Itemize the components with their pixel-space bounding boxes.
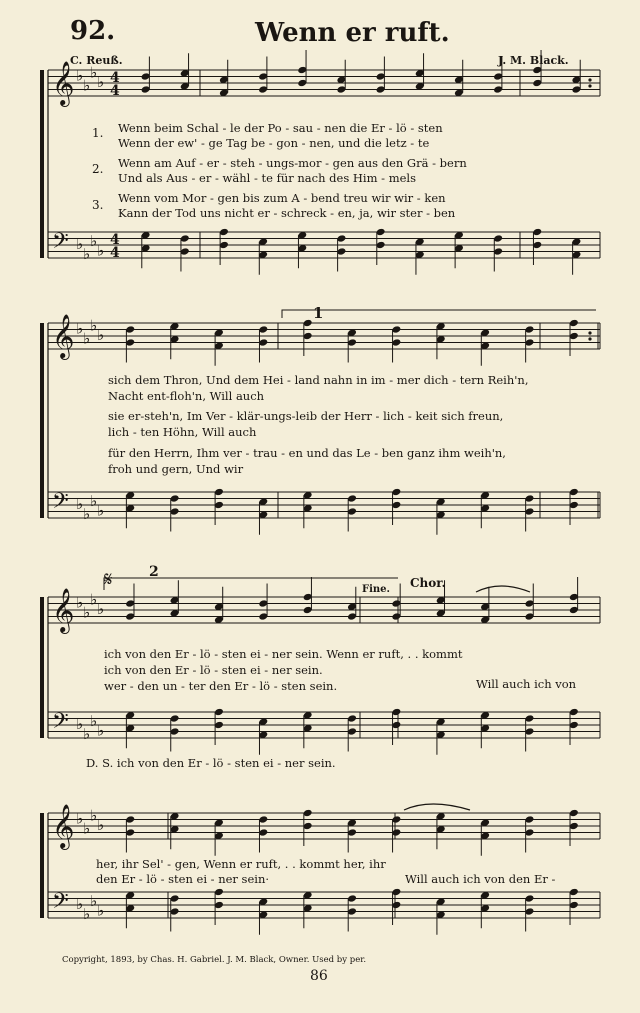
- lyric-line: Wenn am Auf - er - steh - ungs-mor - gen aus den Grä - bern: [118, 156, 467, 170]
- lyric-line: sich dem Thron, Und dem Hei - land nahn in im - mer dich - tern Reih'n,: [108, 373, 529, 387]
- flat-icon: ♭: [97, 241, 105, 260]
- repeat-dot: [588, 331, 591, 334]
- flat-icon: ♭: [97, 326, 105, 344]
- second-ending-mark: 2: [149, 564, 159, 580]
- flat-icon: ♭: [76, 715, 84, 733]
- first-ending-mark: 1: [313, 304, 324, 322]
- flat-icon: ♭: [83, 819, 91, 838]
- flat-icon: ♭: [97, 816, 105, 834]
- first-ending-bracket: [282, 310, 596, 318]
- lyric-line: lich - ten Höhn, Will auch: [108, 425, 257, 439]
- flat-icon: ♭: [90, 316, 98, 335]
- system-brace: [40, 597, 44, 738]
- bass-clef-icon: 𝄢: [52, 489, 69, 519]
- lyric-line: Nacht ent-floh'n, Will auch: [108, 389, 265, 403]
- treble-clef-icon: 𝄞: [52, 588, 75, 632]
- bass-clef-icon: 𝄢: [52, 229, 69, 259]
- composer-credit: J. M. Black.: [498, 54, 569, 67]
- flat-icon: ♭: [83, 904, 91, 923]
- da-segno-line: D. S. ich von den Er - lö - sten ei - ner sein.: [86, 756, 336, 770]
- tie-curve: [476, 586, 530, 592]
- flat-icon: ♭: [83, 504, 91, 523]
- tie-curve: [404, 804, 470, 810]
- flat-icon: ♭: [97, 600, 105, 618]
- time-signature: 4: [110, 232, 120, 248]
- flat-icon: ♭: [97, 501, 105, 520]
- lyric-line: ich von den Er - lö - sten ei - ner sein. Wenn er ruft, . . kommt: [104, 647, 463, 661]
- flat-icon: ♭: [76, 66, 84, 85]
- flat-icon: ♭: [97, 721, 105, 740]
- system-brace: [40, 70, 44, 258]
- lyric-line: Will auch ich von den Er -: [405, 872, 556, 886]
- system-brace: [40, 813, 44, 918]
- lyric-line: sie er-steh'n, Im Ver - klär-ungs-leib der Herr - lich - keit sich freun,: [108, 409, 504, 423]
- lyric-line: ich von den Er - lö - sten ei - ner sein.: [104, 663, 323, 677]
- flat-icon: ♭: [90, 711, 98, 730]
- lyric-line: wer - den un - ter den Er - lö - sten sein.: [104, 679, 338, 693]
- lyric-line: Wenn vom Mor - gen bis zum A - bend treu wir wir - ken: [118, 191, 446, 205]
- page-number: 86: [310, 968, 328, 984]
- repeat-dot: [588, 84, 591, 87]
- repeat-dot: [588, 337, 591, 340]
- flat-icon: ♭: [97, 901, 105, 920]
- flat-icon: ♭: [90, 231, 98, 250]
- flat-icon: ♭: [83, 724, 91, 743]
- lyric-line: her, ihr Sel' - gen, Wenn er ruft, . . kommt her, ihr: [96, 857, 386, 871]
- bass-clef-icon: 𝄢: [52, 889, 69, 919]
- verse-number-1: 1.: [92, 126, 104, 140]
- flat-icon: ♭: [76, 319, 84, 338]
- flat-icon: ♭: [76, 809, 84, 828]
- flat-icon: ♭: [76, 895, 84, 913]
- flat-icon: ♭: [90, 491, 98, 510]
- flat-icon: ♭: [76, 235, 84, 253]
- lyric-line: für den Herrn, Ihm ver - trau - en und das Le - ben ganz ihm weih'n,: [108, 446, 506, 460]
- lyric-line: Und als Aus - er - wähl - te für nach des Him - mels: [118, 171, 416, 185]
- time-signature: 4: [110, 83, 120, 99]
- chorus-marking: Chor.: [410, 576, 446, 590]
- time-signature: 4: [110, 245, 120, 261]
- flat-icon: ♭: [83, 76, 91, 95]
- treble-clef-icon: 𝄞: [52, 314, 75, 358]
- flat-icon: ♭: [97, 73, 105, 91]
- system-brace: [40, 323, 44, 518]
- segno-sign: 𝄋: [104, 567, 113, 591]
- fine-marking: Fine.: [362, 584, 391, 595]
- hymn-title: Wenn er ruft.: [255, 18, 450, 48]
- lyric-line: Wenn beim Schal - le der Po - sau - nen die Er - lö - sten: [118, 121, 443, 135]
- lyric-line: den Er - lö - sten ei - ner sein·: [96, 872, 269, 886]
- lyric-line: froh und gern, Und wir: [108, 462, 244, 476]
- treble-clef-icon: 𝄞: [52, 61, 75, 105]
- lyric-line: Kann der Tod uns nicht er - schreck - en, ja, wir ster - ben: [118, 206, 456, 220]
- verse-number-2: 2.: [92, 162, 104, 176]
- repeat-dot: [588, 78, 591, 81]
- flat-icon: ♭: [90, 806, 98, 825]
- flat-icon: ♭: [83, 329, 91, 348]
- flat-icon: ♭: [83, 603, 91, 622]
- verse-number-3: 3.: [92, 198, 104, 212]
- hymn-number: 92.: [70, 16, 116, 46]
- flat-icon: ♭: [90, 63, 98, 82]
- flat-icon: ♭: [90, 891, 98, 910]
- flat-icon: ♭: [76, 495, 84, 513]
- copyright-notice: Copyright, 1893, by Chas. H. Gabriel. J. M. Black, Owner. Used by per.: [62, 955, 367, 965]
- lyric-line: Will auch ich von: [476, 677, 577, 691]
- flat-icon: ♭: [83, 244, 91, 263]
- bass-clef-icon: 𝄢: [52, 709, 69, 739]
- flat-icon: ♭: [90, 590, 98, 609]
- poet-credit: C. Reuß.: [70, 54, 123, 67]
- flat-icon: ♭: [76, 593, 84, 612]
- time-signature: 4: [110, 70, 120, 86]
- treble-clef-icon: 𝄞: [52, 804, 75, 848]
- lyric-line: Wenn der ew' - ge Tag be - gon - nen, und die letz - te: [118, 136, 430, 150]
